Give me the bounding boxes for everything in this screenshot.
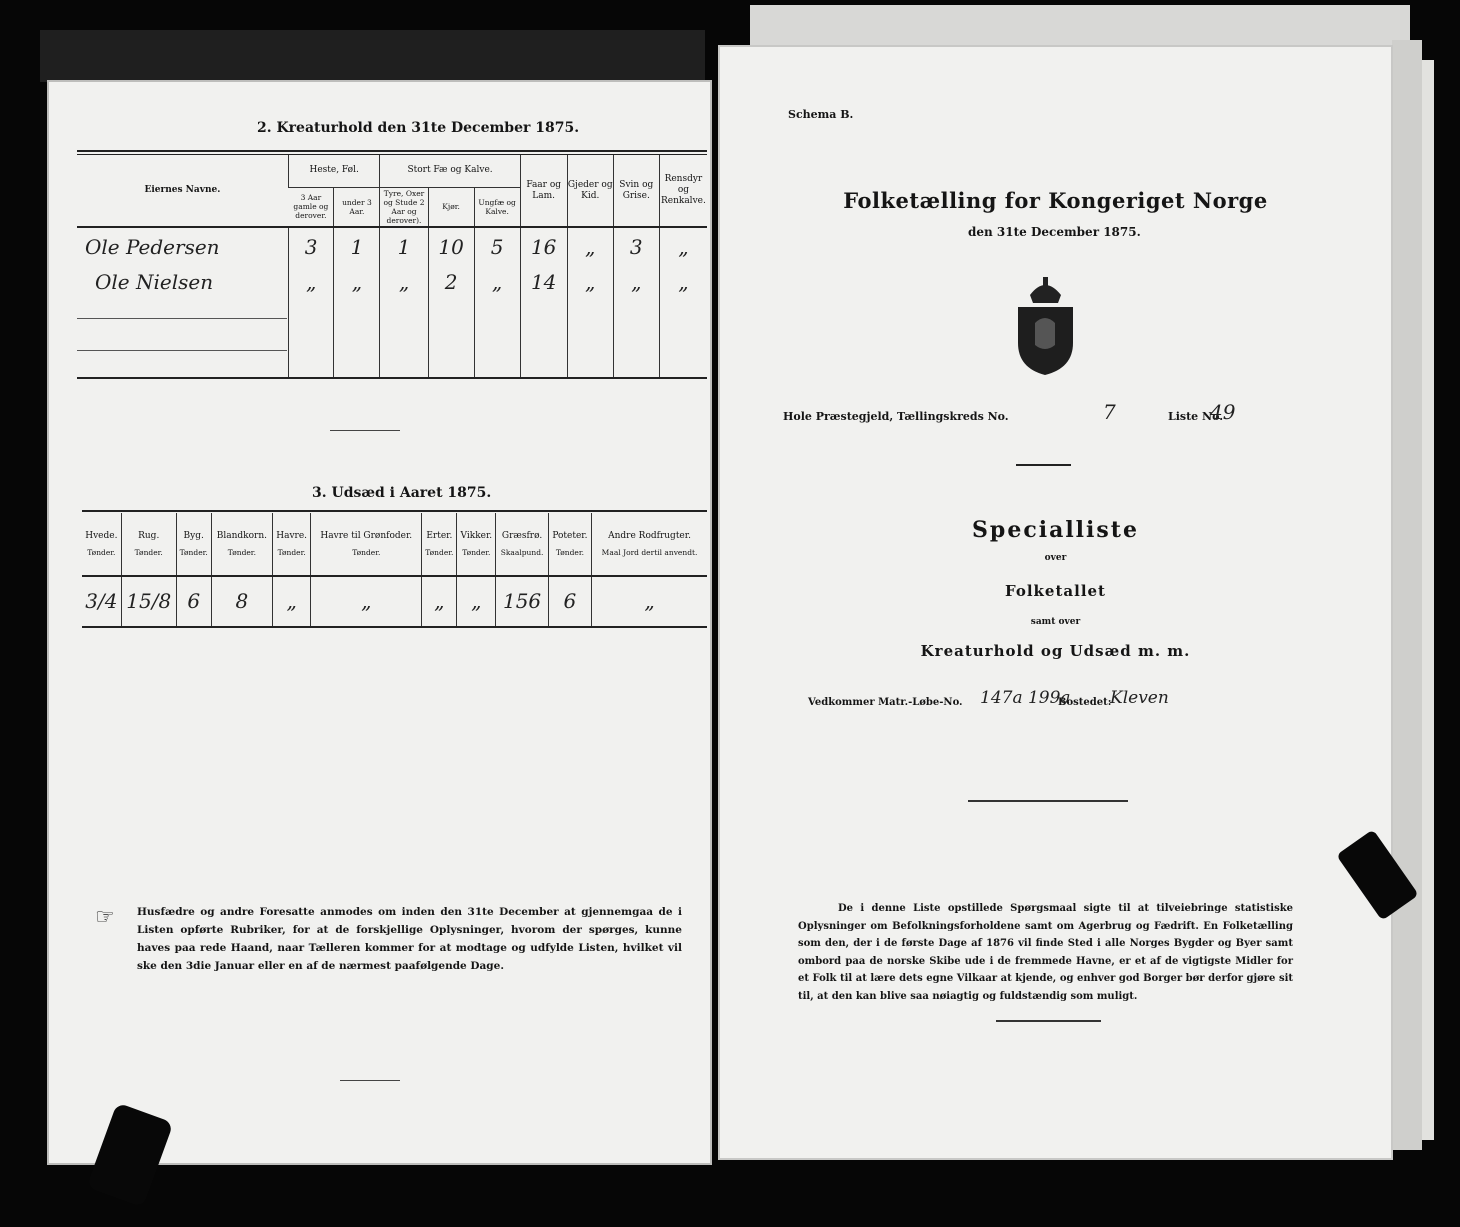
rule: [77, 150, 707, 152]
seed-col-header: [211, 513, 272, 576]
list-label: Liste No.: [1168, 410, 1224, 423]
intro-paragraph: De i denne Liste opstillede Spørgsmaal sigte til at tilveiebringe statistiske Oplysninger om Befolkningsforholdene samt om Agerbrug og Fædrift. En Folketælling som den, der i de første Dage af 1876 vil finde Sted i alle Norges Bygder og Byer samt ombord paa de norske Skibe ude i de fremmede Havne, er et af de vigtigste Midler for et Folk til at lære dets egne Vilkaar at kjende, og enhver god Borger bør derfor gjøre sit til, at den kan blive saa nøiagtig og fuldstændig som muligt.: [798, 903, 1293, 1002]
over-text: over: [1044, 553, 1067, 563]
cell: „: [659, 227, 707, 265]
horses-old-header: 3 Aar gamle og derover.: [293, 193, 329, 221]
scan-edge-top-right: [750, 5, 1410, 50]
horses-header: Heste, Føl.: [288, 155, 380, 187]
seed-value: 3/4: [85, 589, 118, 614]
specialliste-title: Specialliste: [972, 517, 1139, 543]
seed-col-unit: Tønder.: [227, 547, 256, 557]
seed-col-name: Poteter.: [552, 530, 588, 541]
seed-col-unit: Tønder.: [87, 547, 116, 557]
seed-table: [82, 513, 707, 626]
cell: 3: [613, 227, 659, 265]
cell: 14: [520, 265, 567, 299]
divider: [968, 800, 1128, 802]
seed-value: 6: [176, 576, 211, 626]
rule: [77, 377, 707, 379]
bulls-header: Tyre, Oxer og Stude 2 Aar og derover).: [380, 187, 428, 227]
census-date: den 31te December 1875.: [968, 225, 1141, 239]
seed-value: „: [592, 576, 707, 626]
cell: 10: [428, 227, 474, 265]
seed-col-unit: Tønder.: [462, 547, 491, 557]
livestock-table: [77, 155, 707, 377]
place-name: Kleven: [1110, 688, 1169, 708]
seed-value: „: [422, 576, 457, 626]
seed-col-header: [273, 513, 311, 576]
seed-col-name: Hvede.: [85, 530, 118, 541]
cell: „: [613, 265, 659, 299]
cell: „: [380, 265, 428, 299]
reindeer-header: Rensdyr og Renkalve.: [659, 155, 707, 227]
seed-col-name: Vikker.: [460, 530, 493, 541]
samt-over-text: samt over: [1030, 617, 1081, 627]
cell: „: [474, 265, 520, 299]
table-row: [82, 576, 707, 626]
livestock-title: 2. Kreaturhold den 31te December 1875.: [257, 120, 580, 136]
instruction-note: Husfædre og andre Foresatte anmodes om inden den 31te December at gjennemgaa de i Listen opførte Rubriker, for at de forskjellige Oplysninger, hvorom der spørges, kunne haves paa rede Haand, naar Tælleren kommer for at modtage og udfylde Listen, hvilket vil ske den 3die Januar eller en af de nærmest paafølgende Dage.: [137, 906, 682, 972]
place-label: Bostedet:: [1058, 697, 1112, 708]
owner-name: Ole Pedersen: [85, 234, 220, 259]
seed-value: 8: [211, 576, 272, 626]
cell: „: [659, 265, 707, 299]
property-numbers: 147a 199a: [980, 688, 1071, 708]
scan-edge-right-stack-2: [1422, 60, 1434, 1140]
seed-value: 15/8: [121, 576, 176, 626]
seed-col-name: Erter.: [426, 530, 453, 541]
seed-col-header: [82, 513, 121, 576]
seed-col-unit: Tønder.: [277, 547, 306, 557]
seed-col-name: Blandkorn.: [216, 530, 267, 541]
seed-col-header: [496, 513, 548, 576]
seed-col-unit: Tønder.: [352, 547, 381, 557]
cell: 3: [288, 227, 334, 265]
seed-col-unit: Tønder.: [555, 547, 584, 557]
cell: 1: [380, 227, 428, 265]
cell: 1: [334, 227, 380, 265]
divider: [1016, 464, 1071, 466]
schema-label: Schema B.: [788, 108, 854, 121]
folketallet-title: Folketallet: [1005, 582, 1106, 600]
divider: [340, 1080, 400, 1081]
pointing-hand-icon: ☞: [95, 905, 115, 930]
kreds-number: 7: [1103, 400, 1116, 424]
table-row: [77, 265, 707, 299]
seed-col-name: Havre.: [276, 530, 308, 541]
cell: 16: [520, 227, 567, 265]
seed-value: „: [273, 576, 311, 626]
left-page: [47, 80, 712, 1165]
seed-col-unit: Tønder.: [134, 547, 163, 557]
pigs-header: Svin og Grise.: [613, 155, 659, 227]
seed-value: „: [311, 576, 422, 626]
main-title: Folketælling for Kongeriget Norge: [843, 188, 1268, 213]
seed-col-name: Græsfrø.: [501, 530, 543, 541]
sheep-header: Faar og Lam.: [520, 155, 567, 227]
seed-col-name: Havre til Grønfoder.: [320, 530, 413, 541]
property-label: Vedkommer Matr.-Løbe-No.: [808, 697, 963, 708]
seed-col-header: [176, 513, 211, 576]
young-cattle-header: Ungfæ og Kalve.: [474, 187, 520, 227]
cell: „: [567, 227, 613, 265]
parish-label: Hole Præstegjeld, Tællingskreds No.: [783, 410, 1009, 423]
scan-edge-top-left: [40, 30, 705, 82]
goats-header: Gjeder og Kid.: [567, 155, 613, 227]
owner-header: Eiernes Navne.: [144, 185, 221, 195]
right-page: [718, 45, 1393, 1160]
seed-value: „: [457, 576, 496, 626]
cows-header: Kjør.: [428, 187, 474, 227]
seed-value: 156: [496, 576, 548, 626]
list-number: 49: [1210, 400, 1236, 424]
table-row: [77, 227, 707, 265]
seed-col-header: [592, 513, 707, 576]
cell: „: [334, 265, 380, 299]
seed-col-header: [311, 513, 422, 576]
owner-name: Ole Nielsen: [95, 270, 214, 294]
seed-col-header: [121, 513, 176, 576]
cell: „: [288, 265, 334, 299]
seed-col-header: [422, 513, 457, 576]
seed-title: 3. Udsæd i Aaret 1875.: [312, 485, 492, 501]
seed-col-name: Andre Rodfrugter.: [608, 530, 691, 541]
cell: 2: [428, 265, 474, 299]
cell: 5: [474, 227, 520, 265]
horses-young-header: under 3 Aar.: [334, 187, 380, 227]
rule: [82, 626, 707, 628]
coat-of-arms-icon: [1008, 273, 1083, 378]
rule: [77, 318, 287, 319]
scan-edge-right-stack: [1392, 40, 1422, 1150]
seed-col-name: Rug.: [138, 530, 160, 541]
seed-col-unit: Tønder.: [425, 547, 454, 557]
seed-col-header: [457, 513, 496, 576]
divider: [330, 430, 400, 431]
cattle-header: Stort Fæ og Kalve.: [380, 155, 520, 187]
divider: [996, 1020, 1101, 1022]
cell: „: [567, 265, 613, 299]
seed-col-unit: Maal Jord dertil anvendt.: [601, 547, 698, 557]
rule: [77, 350, 287, 351]
rule: [82, 510, 707, 512]
seed-col-name: Byg.: [183, 530, 204, 541]
seed-col-unit: Tønder.: [179, 547, 208, 557]
seed-value: 6: [548, 576, 591, 626]
seed-col-unit: Skaalpund.: [500, 547, 544, 557]
table-row-empty: [77, 299, 707, 377]
kreaturhold-title: Kreaturhold og Udsæd m. m.: [920, 642, 1191, 660]
seed-col-header: [548, 513, 591, 576]
